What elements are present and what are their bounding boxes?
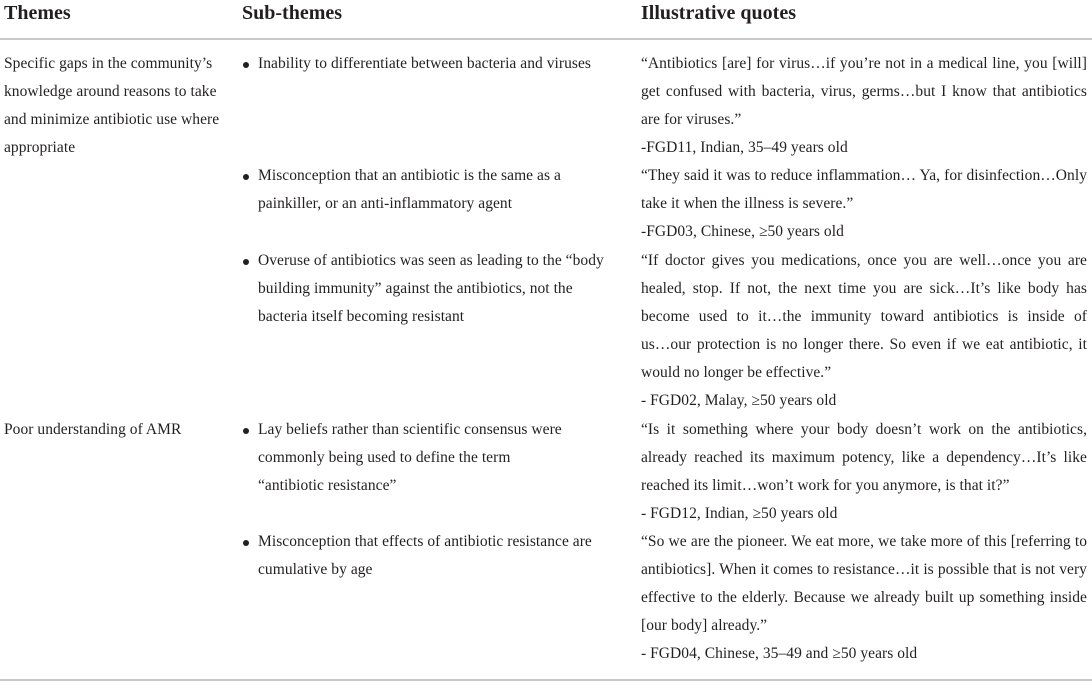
quote-line: “Antibiotics [are] for virus…if you’re not in a medical line, you [will] xyxy=(641,55,1087,72)
bullet-icon xyxy=(243,174,249,180)
column-header-themes: Themes xyxy=(4,2,71,24)
table-header-background xyxy=(0,0,1092,40)
theme-line: knowledge around reasons to take xyxy=(4,83,217,100)
quote-line: would no longer be effective.” xyxy=(641,364,832,381)
quote-line: healed, stop. If not, the next time you are sick…It’s like body has xyxy=(641,280,1087,297)
quote-line: are for viruses.” xyxy=(641,111,742,128)
subtheme-line: “antibiotic resistance” xyxy=(258,477,397,494)
quote-cell xyxy=(641,50,1087,134)
quote-line: get confused with bacteria, virus, germs…but I know that antibiotics xyxy=(641,83,1087,100)
subtheme-line: cumulative by age xyxy=(258,561,373,578)
quote-line: take it when the illness is severe.” xyxy=(641,195,854,212)
subtheme-line: Misconception that effects of antibiotic resistance are xyxy=(258,533,592,550)
quote-line: antibiotics]. When it comes to resistance…it is possible that is not very xyxy=(641,561,1087,578)
bullet-icon xyxy=(243,540,249,546)
subtheme-line: Misconception that an antibiotic is the same as a xyxy=(258,167,561,184)
quote-cell xyxy=(641,247,1087,387)
theme-cell xyxy=(4,416,232,444)
quote-source: -FGD03, Chinese, ≥50 years old xyxy=(641,223,844,240)
quote-line: “So we are the pioneer. We eat more, we take more of this [referring to xyxy=(641,533,1087,550)
bullet-icon xyxy=(243,428,249,434)
column-header-subthemes: Sub-themes xyxy=(242,2,343,24)
subtheme-line: Lay beliefs rather than scientific consensus were xyxy=(258,421,562,438)
quote-cell xyxy=(641,528,1087,640)
quote-source: - FGD04, Chinese, 35–49 and ≥50 years old xyxy=(641,645,918,662)
bottom-rule xyxy=(0,679,1092,681)
quote-line: effective to the elderly. Because we already built up something inside xyxy=(641,589,1087,606)
bullet-icon xyxy=(243,259,249,265)
quote-source: - FGD12, Indian, ≥50 years old xyxy=(641,505,838,522)
quote-line: [our body] already.” xyxy=(641,617,768,634)
subtheme-line: bacteria itself becoming resistant xyxy=(258,308,465,325)
quote-source: -FGD11, Indian, 35–49 years old xyxy=(641,139,848,156)
subtheme-cell xyxy=(258,247,620,331)
column-header-quotes: Illustrative quotes xyxy=(641,2,796,24)
bullet-icon xyxy=(243,62,249,68)
subtheme-cell xyxy=(258,528,620,584)
theme-line: appropriate xyxy=(4,139,76,156)
quote-line: already reached its maximum potency, like a dependency…It’s like xyxy=(641,449,1087,466)
subtheme-line: painkiller, or an anti-inflammatory agent xyxy=(258,195,513,212)
quote-cell xyxy=(641,162,1087,218)
quote-line: “If doctor gives you medications, once you are well…once you are xyxy=(641,252,1087,269)
subtheme-cell xyxy=(258,50,620,78)
quote-line: reached its limit…won’t work for you anymore, is that it?” xyxy=(641,477,1010,494)
theme-cell xyxy=(4,50,232,162)
quote-line: become used to it…the immunity toward antibiotics is inside of xyxy=(641,308,1087,325)
quote-cell xyxy=(641,416,1087,500)
quote-line: us…our protection is no longer there. So even if we eat antibiotic, it xyxy=(641,336,1087,353)
subtheme-line: commonly being used to define the term xyxy=(258,449,511,466)
subtheme-cell xyxy=(258,416,620,500)
subtheme-line: Inability to differentiate between bacteria and viruses xyxy=(258,55,591,72)
theme-line: Specific gaps in the community’s xyxy=(4,55,213,72)
subtheme-cell xyxy=(258,162,620,218)
subtheme-line: Overuse of antibiotics was seen as leading to the “body xyxy=(258,252,604,269)
quote-line: “They said it was to reduce inflammation… Ya, for disinfection…Only xyxy=(641,167,1087,184)
theme-line: Poor understanding of AMR xyxy=(4,421,182,438)
quote-line: “Is it something where your body doesn’t work on the antibiotics, xyxy=(641,421,1087,438)
header-rule xyxy=(0,38,1092,40)
theme-line: and minimize antibiotic use where xyxy=(4,111,220,128)
quote-source: - FGD02, Malay, ≥50 years old xyxy=(641,392,837,409)
subtheme-line: building immunity” against the antibiotics, not the xyxy=(258,280,573,297)
